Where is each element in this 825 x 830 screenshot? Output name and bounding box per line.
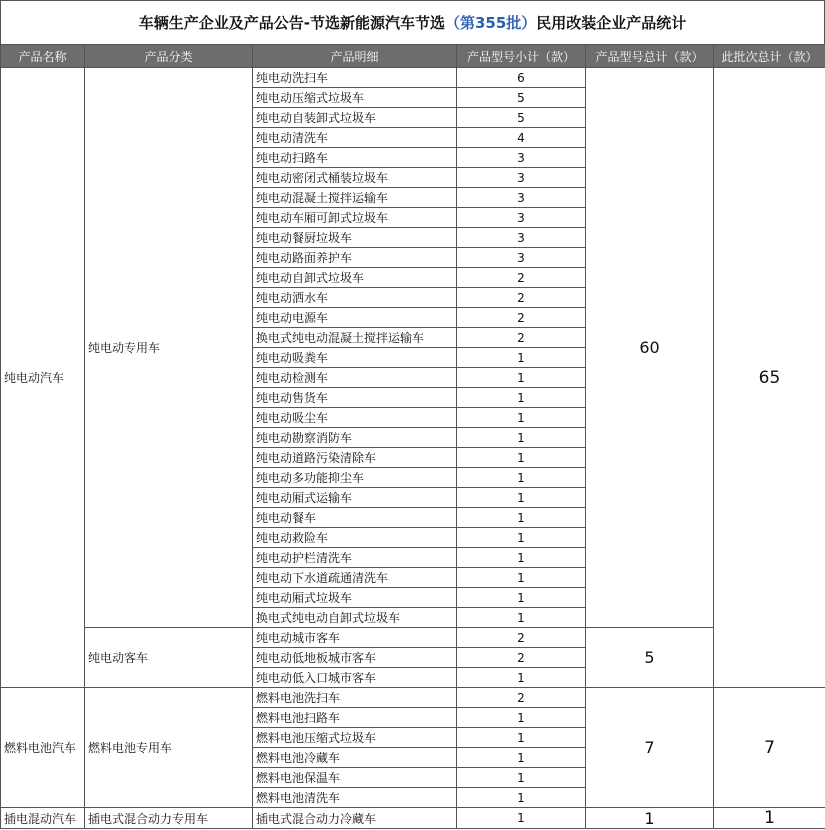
title-tail: 民用改装企业产品统计 [536,14,687,32]
product-detail-cell: 纯电动自装卸式垃圾车 [253,108,457,128]
model-subtotal-cell: 1 [457,468,586,488]
model-total-cell: 60 [586,68,714,628]
model-total-cell: 1 [586,808,714,829]
table-row [1,68,825,88]
model-subtotal-cell: 6 [457,68,586,88]
product-detail-cell: 纯电动车厢可卸式垃圾车 [253,208,457,228]
product-category-cell: 纯电动专用车 [85,68,253,628]
model-subtotal-cell: 1 [457,668,586,688]
product-detail-cell: 换电式纯电动自卸式垃圾车 [253,608,457,628]
model-subtotal-cell: 5 [457,108,586,128]
model-subtotal-cell: 1 [457,488,586,508]
model-subtotal-cell: 3 [457,148,586,168]
table-body [1,68,825,829]
table-row [1,688,825,708]
header-row [1,45,825,68]
product-detail-cell: 燃料电池保温车 [253,768,457,788]
product-detail-cell: 纯电动餐厨垃圾车 [253,228,457,248]
product-detail-cell: 纯电动混凝土搅拌运输车 [253,188,457,208]
product-detail-cell: 纯电动城市客车 [253,628,457,648]
model-subtotal-cell: 1 [457,528,586,548]
header-product-category: 产品分类 [85,45,253,68]
product-detail-cell: 纯电动低入口城市客车 [253,668,457,688]
statistics-table [0,44,825,829]
model-subtotal-cell: 2 [457,268,586,288]
product-detail-cell: 纯电动清洗车 [253,128,457,148]
model-subtotal-cell: 1 [457,608,586,628]
product-detail-cell: 燃料电池洗扫车 [253,688,457,708]
table-row [1,808,825,829]
product-detail-cell: 纯电动压缩式垃圾车 [253,88,457,108]
product-detail-cell: 纯电动餐车 [253,508,457,528]
header-model-total: 产品型号总计（款） [586,45,714,68]
product-detail-cell: 纯电动护栏清洗车 [253,548,457,568]
model-subtotal-cell: 2 [457,688,586,708]
model-subtotal-cell: 1 [457,728,586,748]
product-detail-cell: 纯电动扫路车 [253,148,457,168]
product-name-cell: 纯电动汽车 [1,68,85,688]
product-detail-cell: 燃料电池扫路车 [253,708,457,728]
model-subtotal-cell: 1 [457,508,586,528]
header-model-subtotal: 产品型号小计（款） [457,45,586,68]
model-subtotal-cell: 1 [457,348,586,368]
product-category-cell: 插电式混合动力专用车 [85,808,253,829]
model-subtotal-cell: 3 [457,208,586,228]
product-detail-cell: 纯电动路面养护车 [253,248,457,268]
product-detail-cell: 燃料电池冷藏车 [253,748,457,768]
product-detail-cell: 纯电动救险车 [253,528,457,548]
product-detail-cell: 纯电动道路污染清除车 [253,448,457,468]
batch-total-cell: 1 [714,808,825,829]
product-detail-cell: 纯电动厢式垃圾车 [253,588,457,608]
product-detail-cell: 纯电动电源车 [253,308,457,328]
batch-total-cell: 7 [714,688,825,808]
title-batch: （第355批） [444,14,537,32]
header-product-name: 产品名称 [1,45,85,68]
model-subtotal-cell: 3 [457,168,586,188]
table-row [1,628,825,648]
model-subtotal-cell: 2 [457,628,586,648]
title-main: 车辆生产企业及产品公告-节选新能源汽车节选 [138,14,445,32]
model-subtotal-cell: 2 [457,308,586,328]
product-name-cell: 插电混动汽车 [1,808,85,829]
model-subtotal-cell: 3 [457,248,586,268]
model-subtotal-cell: 1 [457,368,586,388]
product-detail-cell: 纯电动密闭式桶装垃圾车 [253,168,457,188]
model-subtotal-cell: 5 [457,88,586,108]
model-subtotal-cell: 3 [457,188,586,208]
model-subtotal-cell: 2 [457,648,586,668]
model-subtotal-cell: 1 [457,568,586,588]
product-detail-cell: 纯电动多功能抑尘车 [253,468,457,488]
model-subtotal-cell: 1 [457,748,586,768]
model-subtotal-cell: 1 [457,408,586,428]
product-detail-cell: 纯电动售货车 [253,388,457,408]
model-subtotal-cell: 3 [457,228,586,248]
model-subtotal-cell: 1 [457,708,586,728]
product-detail-cell: 纯电动吸粪车 [253,348,457,368]
model-subtotal-cell: 1 [457,788,586,808]
model-subtotal-cell: 1 [457,808,586,829]
model-subtotal-cell: 1 [457,588,586,608]
product-detail-cell: 燃料电池压缩式垃圾车 [253,728,457,748]
page-title [0,0,825,44]
product-detail-cell: 纯电动厢式运输车 [253,488,457,508]
product-detail-cell: 纯电动吸尘车 [253,408,457,428]
product-detail-cell: 纯电动检测车 [253,368,457,388]
product-detail-cell: 燃料电池清洗车 [253,788,457,808]
model-subtotal-cell: 1 [457,548,586,568]
product-detail-cell: 插电式混合动力冷藏车 [253,808,457,829]
model-total-cell: 5 [586,628,714,688]
product-detail-cell: 纯电动下水道疏通清洗车 [253,568,457,588]
model-total-cell: 7 [586,688,714,808]
model-subtotal-cell: 2 [457,288,586,308]
product-detail-cell: 纯电动勘察消防车 [253,428,457,448]
product-detail-cell: 纯电动洒水车 [253,288,457,308]
product-category-cell: 纯电动客车 [85,628,253,688]
product-detail-cell: 纯电动洗扫车 [253,68,457,88]
product-detail-cell: 纯电动自卸式垃圾车 [253,268,457,288]
header-product-detail: 产品明细 [253,45,457,68]
product-category-cell: 燃料电池专用车 [85,688,253,808]
model-subtotal-cell: 2 [457,328,586,348]
model-subtotal-cell: 1 [457,768,586,788]
model-subtotal-cell: 1 [457,388,586,408]
model-subtotal-cell: 4 [457,128,586,148]
product-detail-cell: 换电式纯电动混凝土搅拌运输车 [253,328,457,348]
model-subtotal-cell: 1 [457,448,586,468]
batch-total-cell: 65 [714,68,825,688]
header-batch-total: 此批次总计（款） [714,45,825,68]
product-detail-cell: 纯电动低地板城市客车 [253,648,457,668]
product-name-cell: 燃料电池汽车 [1,688,85,808]
model-subtotal-cell: 1 [457,428,586,448]
